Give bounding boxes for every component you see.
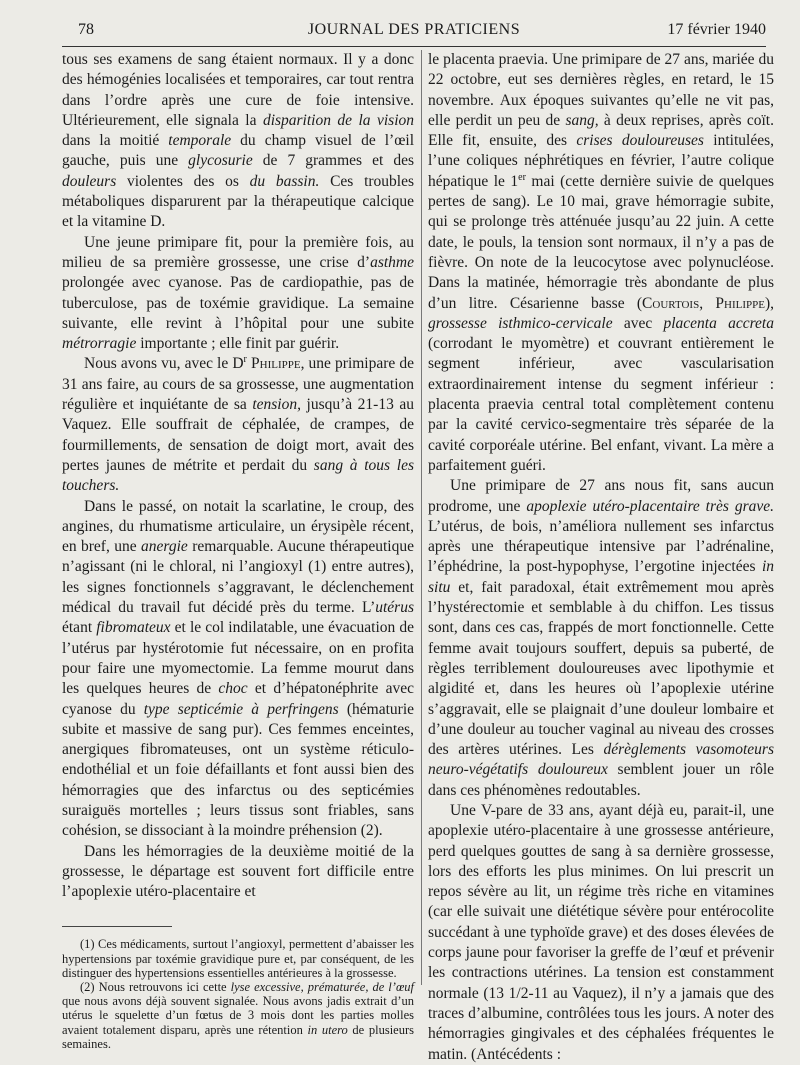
paragraph: tous ses examens de sang étaient normaux. Il y a donc des hémogénies localisées et temporaires, car tout rentra dans l’ordre après une cure de foie intensive. Ultérieurement, elle signala la disparition de la vision dans la moitié temporale du champ visuel de l’œil gauche, puis une glycosurie de 7 grammes et des douleurs violentes des os du bassin. Ces troubles métaboliques disparurent par la thérapeutique calcique et la vitamine D. xyxy=(62,51,415,231)
journal-title: JOURNAL DES PRATICIENS xyxy=(307,21,521,38)
footnote-rule xyxy=(62,926,172,927)
paragraph: Une primipare de 27 ans nous fit, sans aucun prodrome, une apoplexie utéro-placentaire très grave. L’utérus, de bois, n’améliora nullement ses infarctus après une thérapeutique intensive par l’adrénaline, l’éphédrine, la post-hypophyse, l’ergotine injectées in situ et, fait paradoxal, était extrêmement mou après l’hystérectomie et semblable à du chiffon. Les tissus sont, dans ces cas, frappés de mort fonctionnelle. Cette femme avait toujours souffert, depuis sa puberté, de règles terriblement douloureuses avec lipothymie et algidité et, dans les heures où l’apoplexie utérine s’aggravait, elle se plaignait d’une douleur lombaire et d’une douleur au toucher vaginal au niveau des crosses des artères utérines. Les dérèglements vasomoteurs neuro-végétatifs douloureux semblent jouer un rôle dans ces phénomènes redoutables. xyxy=(428,477,775,799)
paragraph: le placenta praevia. Une primipare de 27 ans, mariée du 22 octobre, eut ses dernières règles, en retard, le 15 novembre. Aux époques suivantes qu’elle ne vit pas, elle perdit un peu de sang, à deux reprises, après coït. Elle fit, ensuite, des crises douloureuses intitulées, l’une coliques néphrétiques en février, l’autre colique hépatique le 1er mai (cette dernière suivie de quelques pertes de sang). Le 10 mai, grave hémorragie subite, qui se prolonge très atténuée jusqu’au 22 juin. A cette date, le pouls, la tension sont normaux, il n’y a pas de fièvre. On note de la leucocytose avec polynucléose. Dans la matinée, hémorragie très abondante de plus d’un litre. Césarienne basse (Courtois, Philippe), grossesse isthmico-cervicale avec placenta accreta (corrodant le myomètre) et couvrant entièrement le segment inférieur, avec vascularisation extraordinairement intense du segment inférieur : placenta praevia central total complètement contenu par la cavité cervico-segmentaire très séparée de la cavité corporéale utérine. Bel enfant, vivant. La mère a parfaitement guéri. xyxy=(428,51,775,474)
page-number: 78 xyxy=(78,21,94,38)
paragraph: Nous avons vu, avec le $D^r$ Philippe, une primipare de 31 ans faire, au cours de sa grossesse, une augmentation régulière et inquiétante de sa tension, jusqu’à 21-13 au Vaquez. Elle souffrait de céphalée, de crampes, de fourmillements, de sensation de doigt mort, avait des pertes jaunes de métrite et perdait du sang à tous les touchers. xyxy=(62,354,415,495)
paragraph: Dans les hémorragies de la deuxième moitié de la grossesse, le départage est souvent fort difficile entre l’apoplexie utéro-placentaire et xyxy=(62,842,414,901)
footnotes xyxy=(62,937,414,1051)
paragraph: Dans le passé, on notait la scarlatine, le croup, des angines, du rhumatisme articulaire, un érysipèle récent, en bref, une anergie remarquable. Aucune thérapeutique n’agissant (ni le chloral, ni l’angioxyl (1) entre autres), les signes fonctionnels s’aggravant, le déclenchement médical du travail fut décidé près du terme. L’utérus étant fibromateux et le col indilatable, une évacuation de l’utérus par hystérotomie fut nécessaire, on en profita pour faire une myomectomie. La femme mourut dans les quelques heures de choc et d’hépatonéphrite avec cyanose du type septicémie à perfringens (hématurie subite et massive de sang pur). Ces femmes enceintes, anergiques fibromateuses, ont un système réticulo-endothélial et un foie défaillants et font aussi bien des hémorragies que des infarctus ou des septicémies suraiguës mortelles ; leurs tissus sont friables, sans cohésion, se dissociant à la moindre préhension (2). xyxy=(62,497,415,840)
right-column xyxy=(428,50,774,1065)
running-header xyxy=(62,20,766,47)
issue-date: 17 février 1940 xyxy=(667,21,766,38)
paragraph: Une V-pare de 33 ans, ayant déjà eu, parait-il, une apoplexie utéro-placentaire à une grossesse antérieure, perd quelques gouttes de sang à sa dernière grossesse, lors des efforts les plus minimes. On lui prescrit un repos sévère au lit, un régime très riche en vitamines (car elle suivait une diététique sévère pour entérocolite succédant à une typhoïde grave) et des doses élevées de corps jaune pour favoriser la greffe de l’œuf et prévenir les contractions utérines. La tension est constamment normale (13 1/2-11 au Vaquez), il n’y a jamais que des traces d’albumine, contrôlées tous les jours. A noter des hémorragies gingivales et des céphalées fréquentes le matin. (Antécédents : xyxy=(428,801,774,1063)
paragraph: Une jeune primipare fit, pour la première fois, au milieu de sa première grossesse, une crise d’asthme prolongée avec cyanose. Pas de cardiopathie, pas de tuberculose, pas de toxémie gravidique. La semaine suivante, elle revint à l’hôpital pour une subite métrorragie importante ; elle finit par guérir. xyxy=(62,233,414,353)
footnote-2: (2) Nous retrouvons ici cette lyse excessive, prématurée, de l’œuf que nous avons déjà souvent signalée. Nous avons jadis extrait d’un utérus le squelette d’un fœtus de 3 mois dont les parties molles avaient totalement disparu, après une rétention in utero de plusieurs semaines. xyxy=(62,980,414,1051)
left-column xyxy=(62,50,414,1051)
footnote-1: (1) Ces médicaments, surtout l’angioxyl, permettent d’abaisser les hypertensions par toxémie gravidique pure et, par conséquent, de les distinguer des hypertensions essentielles antérieures à la grossesse. xyxy=(62,937,414,980)
column-divider xyxy=(421,50,422,985)
